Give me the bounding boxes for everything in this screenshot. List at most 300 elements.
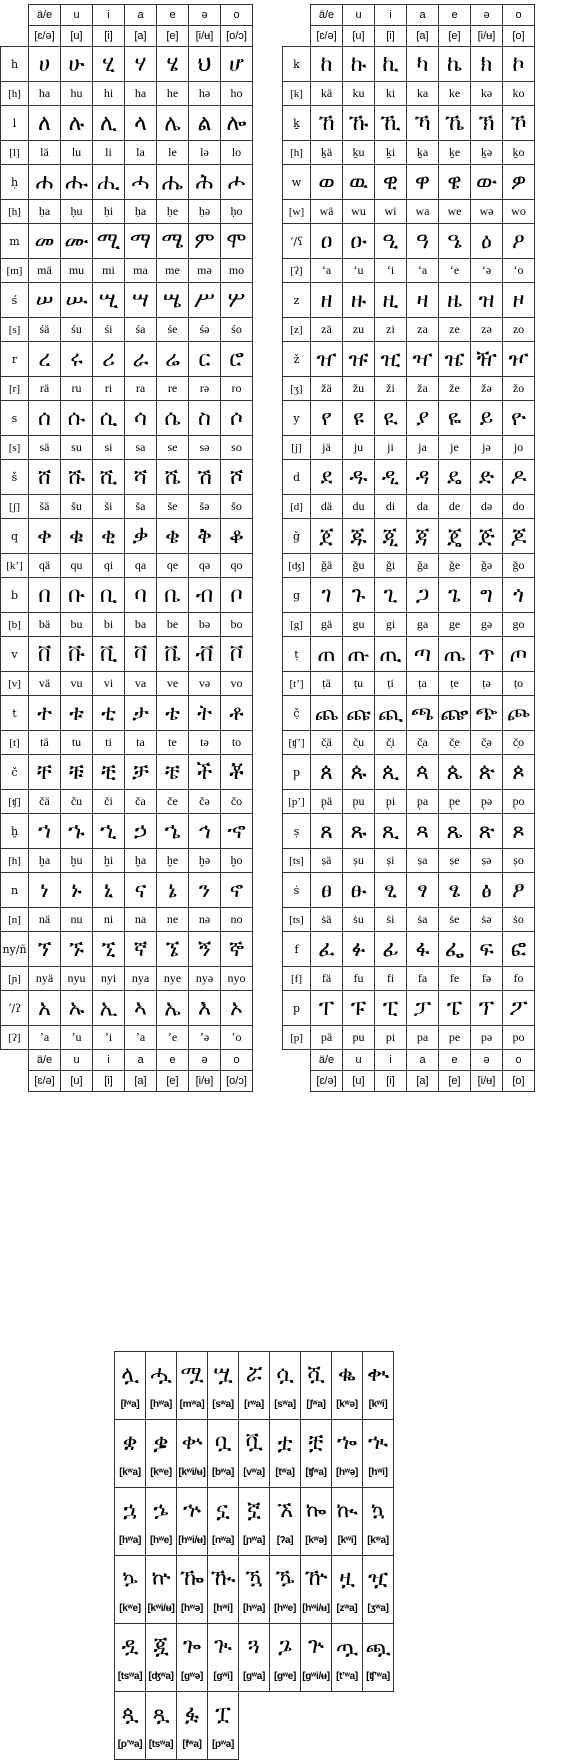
transliteration: ke xyxy=(439,82,471,106)
transliteration: ku xyxy=(343,82,375,106)
transliteration: ʻu xyxy=(343,259,375,283)
transliteration: ṭu xyxy=(343,672,375,696)
consonant-ipa: [ɲ] xyxy=(1,967,29,991)
ethiopic-glyph: ፉ xyxy=(343,932,375,967)
labialized-ipa: [lʷa] xyxy=(120,1399,140,1410)
glyph-row xyxy=(283,637,535,672)
labialized-ipa: [nʷa] xyxy=(211,1535,235,1546)
consonant-ipa: [n] xyxy=(1,908,29,932)
ethiopic-glyph: ሲ xyxy=(93,401,125,436)
consonant-ipa: [k] xyxy=(283,82,311,106)
labialized-cell xyxy=(270,1352,301,1420)
ethiopic-glyph: ሻ xyxy=(125,460,157,495)
corner-cell xyxy=(283,1071,311,1092)
ethiopic-glyph: ሓ xyxy=(125,165,157,200)
consonant-ipa: [ʤ] xyxy=(283,554,311,578)
labialized-ipa: [t’ʷa] xyxy=(336,1671,358,1682)
transliteration: ji xyxy=(375,436,407,460)
ethiopic-glyph: ሚ xyxy=(93,224,125,259)
ethiopic-glyph: ኙ xyxy=(61,932,93,967)
transliteration: me xyxy=(157,259,189,283)
ethiopic-glyph: ጀ xyxy=(311,519,343,554)
transliteration: mə xyxy=(189,259,221,283)
vowel-ipa: [u] xyxy=(343,1071,375,1092)
glyph-row xyxy=(283,460,535,495)
ethiopic-glyph: መ xyxy=(29,224,61,259)
vowel-ipa: [i] xyxy=(93,26,125,47)
ethiopic-glyph: ጴ xyxy=(439,755,471,790)
transliteration: wi xyxy=(375,200,407,224)
transliteration: qo xyxy=(221,554,253,578)
vowel-label: a xyxy=(125,1050,157,1071)
consonant-letter: l xyxy=(1,106,29,141)
ethiopic-glyph: ዅ xyxy=(304,1566,328,1591)
consonant-letter: d xyxy=(283,460,311,495)
transliteration: šə xyxy=(189,495,221,519)
ethiopic-glyph: ኖ xyxy=(221,873,253,908)
ethiopic-glyph: አ xyxy=(29,991,61,1026)
labialized-cell xyxy=(301,1352,332,1420)
transliteration: že xyxy=(439,377,471,401)
ethiopic-glyph: ደ xyxy=(311,460,343,495)
transliteration: pa xyxy=(407,1026,439,1050)
transliteration: zə xyxy=(471,318,503,342)
labialized-cell xyxy=(146,1556,177,1624)
ethiopic-glyph: ሶ xyxy=(221,401,253,436)
labialized-ipa: [kʷi] xyxy=(368,1399,388,1410)
transliteration: mu xyxy=(61,259,93,283)
ethiopic-glyph: ዡ xyxy=(343,342,375,377)
consonant-letter: ṣ xyxy=(283,814,311,849)
labialized-cell xyxy=(239,1420,270,1488)
glyph-row xyxy=(283,106,535,141)
ethiopic-glyph: ሂ xyxy=(93,47,125,82)
ethiopic-glyph: ኝ xyxy=(189,932,221,967)
consonant-letter: b xyxy=(1,578,29,613)
vowel-label: i xyxy=(375,5,407,26)
consonant-ipa: [s] xyxy=(1,436,29,460)
transliteration: śe xyxy=(157,318,189,342)
transliteration: ṣe xyxy=(439,849,471,873)
ethiopic-glyph: ዛ xyxy=(407,283,439,318)
labialized-ipa: [gʷi] xyxy=(213,1671,233,1682)
ethiopic-glyph: ማ xyxy=(125,224,157,259)
transliteration: zä xyxy=(311,318,343,342)
transliteration-row xyxy=(283,141,535,165)
consonant-ipa: [ʃ] xyxy=(1,495,29,519)
labialized-cell xyxy=(332,1488,363,1556)
ethiopic-glyph: ዲ xyxy=(375,460,407,495)
ethiopic-glyph: ዴ xyxy=(439,460,471,495)
ethiopic-glyph: ጮ xyxy=(503,696,535,731)
labialized-ipa: [hʷa] xyxy=(118,1535,142,1546)
vowel-ipa: [a] xyxy=(407,1071,439,1092)
transliteration: da xyxy=(407,495,439,519)
transliteration: ʼo xyxy=(221,1026,253,1050)
ethiopic-glyph: ኍ xyxy=(182,1498,202,1523)
vowel-ipa: [e] xyxy=(439,1071,471,1092)
consonant-letter: s xyxy=(1,401,29,436)
ethiopic-glyph: ስ xyxy=(189,401,221,436)
transliteration: ǧu xyxy=(343,554,375,578)
ethiopic-glyph: ሌ xyxy=(157,106,189,141)
transliteration: hi xyxy=(93,82,125,106)
transliteration: ša xyxy=(125,495,157,519)
transliteration-row xyxy=(283,790,535,814)
transliteration: ʻi xyxy=(375,259,407,283)
ethiopic-glyph: ሿ xyxy=(307,1362,325,1387)
ethiopic-glyph: ጠ xyxy=(311,637,343,672)
transliteration: ro xyxy=(221,377,253,401)
ethiopic-glyph: ፋ xyxy=(407,932,439,967)
labialized-cell xyxy=(115,1352,146,1420)
ethiopic-glyph: ኽ xyxy=(471,106,503,141)
transliteration: ḫa xyxy=(125,849,157,873)
transliteration: ṣi xyxy=(375,849,407,873)
transliteration-row xyxy=(283,200,535,224)
left-vowel-header-bottom xyxy=(1,1050,253,1071)
ethiopic-glyph: ዠ xyxy=(311,342,343,377)
transliteration: ni xyxy=(93,908,125,932)
consonant-ipa: [h] xyxy=(1,200,29,224)
glyph-row xyxy=(283,401,535,436)
ethiopic-glyph: ፅ xyxy=(471,873,503,908)
ethiopic-glyph: ጐ xyxy=(182,1634,202,1659)
labialized-cell xyxy=(301,1488,332,1556)
transliteration: və xyxy=(189,672,221,696)
ethiopic-glyph: ኮ xyxy=(503,47,535,82)
ethiopic-glyph: ዉ xyxy=(343,165,375,200)
ethiopic-glyph: ጋ xyxy=(407,578,439,613)
transliteration: nyə xyxy=(189,967,221,991)
labialized-cell xyxy=(115,1556,146,1624)
ethiopic-glyph: ዋ xyxy=(407,165,439,200)
transliteration-row xyxy=(283,82,535,106)
ethiopic-glyph: ኩ xyxy=(343,47,375,82)
consonant-letter: ḫ xyxy=(1,814,29,849)
consonant-ipa: [ʔ] xyxy=(283,259,311,283)
transliteration: po xyxy=(503,1026,535,1050)
transliteration: ǧo xyxy=(503,554,535,578)
ethiopic-glyph: ሖ xyxy=(221,165,253,200)
ethiopic-glyph: ኬ xyxy=(439,47,471,82)
transliteration: ze xyxy=(439,318,471,342)
labialized-syllables-table xyxy=(114,1351,394,1760)
ethiopic-glyph: ሟ xyxy=(180,1362,204,1387)
ethiopic-glyph: ኳ xyxy=(370,1498,386,1523)
ethiopic-glyph: ሏ xyxy=(121,1362,139,1387)
labialized-ipa: [p’ʷa] xyxy=(117,1739,143,1750)
ethiopic-glyph: ሜ xyxy=(157,224,189,259)
transliteration: ve xyxy=(157,672,189,696)
transliteration: ḥə xyxy=(189,200,221,224)
transliteration: ṡi xyxy=(375,908,407,932)
transliteration: vu xyxy=(61,672,93,696)
transliteration: do xyxy=(503,495,535,519)
transliteration: śo xyxy=(221,318,253,342)
transliteration: vi xyxy=(93,672,125,696)
transliteration-row xyxy=(283,849,535,873)
ethiopic-glyph: ል xyxy=(189,106,221,141)
transliteration: śä xyxy=(29,318,61,342)
labialized-ipa: [hʷa] xyxy=(149,1399,173,1410)
ethiopic-glyph: ቤ xyxy=(157,578,189,613)
ethiopic-glyph: ቋ xyxy=(122,1430,138,1455)
transliteration: ṡo xyxy=(503,908,535,932)
ethiopic-glyph: ዳ xyxy=(407,460,439,495)
ethiopic-glyph: ፄ xyxy=(439,873,471,908)
transliteration: ʼi xyxy=(93,1026,125,1050)
ethiopic-glyph: ዙ xyxy=(343,283,375,318)
transliteration: čä xyxy=(29,790,61,814)
transliteration: qu xyxy=(61,554,93,578)
transliteration: bo xyxy=(221,613,253,637)
ethiopic-glyph: ጊ xyxy=(375,578,407,613)
labialized-cell xyxy=(270,1556,301,1624)
transliteration: ja xyxy=(407,436,439,460)
ethiopic-glyph: ጺ xyxy=(375,814,407,849)
consonant-letter: g xyxy=(283,578,311,613)
ethiopic-glyph: ላ xyxy=(125,106,157,141)
right-vowel-header-top xyxy=(283,5,535,26)
glyph-row xyxy=(1,460,253,495)
ethiopic-glyph: እ xyxy=(189,991,221,1026)
ethiopic-glyph: ዜ xyxy=(439,283,471,318)
ethiopic-glyph: ሀ xyxy=(29,47,61,82)
transliteration: ha xyxy=(125,82,157,106)
ethiopic-glyph: ቪ xyxy=(93,637,125,672)
ethiopic-glyph: ቢ xyxy=(93,578,125,613)
vowel-label: a xyxy=(125,5,157,26)
ethiopic-glyph: ዖ xyxy=(503,224,535,259)
ethiopic-glyph: ዮ xyxy=(503,401,535,436)
labialized-cell xyxy=(332,1420,363,1488)
transliteration: ṡä xyxy=(311,908,343,932)
ethiopic-glyph: ሔ xyxy=(157,165,189,200)
labialized-ipa: [mʷa] xyxy=(179,1399,205,1410)
ethiopic-glyph: ጥ xyxy=(471,637,503,672)
glyph-row xyxy=(1,519,253,554)
consonant-letter: h xyxy=(1,47,29,82)
ethiopic-glyph: ሠ xyxy=(29,283,61,318)
transliteration-row xyxy=(1,318,253,342)
transliteration: bu xyxy=(61,613,93,637)
glyph-row xyxy=(283,755,535,790)
consonant-letter: f xyxy=(283,932,311,967)
vowel-label: a xyxy=(407,5,439,26)
transliteration: nyu xyxy=(61,967,93,991)
transliteration: pe xyxy=(439,1026,471,1050)
transliteration: ma xyxy=(125,259,157,283)
ethiopic-glyph: ኒ xyxy=(93,873,125,908)
vowel-ipa: [ɛ/ə] xyxy=(29,1071,61,1092)
transliteration: ʻə xyxy=(471,259,503,283)
consonant-letter: ʻ/ʕ xyxy=(283,224,311,259)
ethiopic-glyph: ጒ xyxy=(214,1634,232,1659)
consonant-letter: ḵ xyxy=(283,106,311,141)
labialized-cell xyxy=(177,1488,208,1556)
ethiopic-glyph: ኞ xyxy=(221,932,253,967)
consonant-ipa: [r] xyxy=(1,377,29,401)
corner-cell xyxy=(283,1050,311,1071)
transliteration: be xyxy=(157,613,189,637)
corner-cell xyxy=(283,26,311,47)
vowel-label: ä/e xyxy=(311,1050,343,1071)
ethiopic-glyph: ሊ xyxy=(93,106,125,141)
ethiopic-glyph: ቸ xyxy=(29,755,61,790)
ethiopic-glyph: ጸ xyxy=(311,814,343,849)
transliteration: ža xyxy=(407,377,439,401)
ethiopic-glyph: ጤ xyxy=(439,637,471,672)
transliteration: fa xyxy=(407,967,439,991)
ethiopic-glyph: ሗ xyxy=(150,1362,172,1387)
transliteration-row xyxy=(283,672,535,696)
labialized-ipa: [kʷi/ʉ] xyxy=(178,1467,206,1478)
labialized-cell xyxy=(115,1420,146,1488)
glyph-row xyxy=(283,47,535,82)
transliteration: ṭe xyxy=(439,672,471,696)
ethiopic-glyph: ኈ xyxy=(336,1430,358,1455)
consonant-letter: v xyxy=(1,637,29,672)
transliteration: nu xyxy=(61,908,93,932)
transliteration: tə xyxy=(189,731,221,755)
glyph-row xyxy=(283,991,535,1026)
ethiopic-glyph: ኣ xyxy=(125,991,157,1026)
transliteration: ṡe xyxy=(439,908,471,932)
transliteration-row xyxy=(283,495,535,519)
consonant-letter: q xyxy=(1,519,29,554)
ethiopic-glyph: ኂ xyxy=(93,814,125,849)
ethiopic-glyph: ው xyxy=(471,165,503,200)
ethiopic-glyph: ሎ xyxy=(221,106,253,141)
vowel-ipa: [i] xyxy=(375,26,407,47)
ethiopic-glyph: ዩ xyxy=(343,401,375,436)
transliteration: pi xyxy=(375,1026,407,1050)
transliteration: du xyxy=(343,495,375,519)
left-vowel-ipa-header-top xyxy=(1,26,253,47)
vowel-label: i xyxy=(93,1050,125,1071)
transliteration: fə xyxy=(471,967,503,991)
ethiopic-glyph: ዧ xyxy=(367,1566,389,1591)
ethiopic-glyph: ሢ xyxy=(93,283,125,318)
transliteration: gə xyxy=(471,613,503,637)
labialized-cell xyxy=(177,1556,208,1624)
labialized-ipa: [ʔa] xyxy=(276,1535,294,1546)
transliteration: žə xyxy=(471,377,503,401)
glyph-row xyxy=(1,224,253,259)
transliteration: čə xyxy=(189,790,221,814)
transliteration-row xyxy=(283,731,535,755)
transliteration: p̣e xyxy=(439,790,471,814)
ethiopic-glyph: ጌ xyxy=(439,578,471,613)
transliteration-row xyxy=(1,82,253,106)
transliteration: vo xyxy=(221,672,253,696)
ethiopic-glyph: ዀ xyxy=(179,1566,205,1591)
transliteration: ṣa xyxy=(407,849,439,873)
labialized-ipa: [kʷə] xyxy=(305,1535,327,1546)
transliteration: ʼə xyxy=(189,1026,221,1050)
ethiopic-glyph: ጡ xyxy=(343,637,375,672)
vowel-ipa: [e] xyxy=(157,1071,189,1092)
ethiopic-glyph: ኟ xyxy=(247,1498,261,1523)
transliteration: lə xyxy=(189,141,221,165)
transliteration: p̣u xyxy=(343,790,375,814)
vowel-ipa: [i/ʉ] xyxy=(189,1071,221,1092)
transliteration: rə xyxy=(189,377,221,401)
transliteration: jä xyxy=(311,436,343,460)
ethiopic-glyph: ኢ xyxy=(93,991,125,1026)
labialized-row xyxy=(115,1556,394,1624)
transliteration: fu xyxy=(343,967,375,991)
transliteration: pä xyxy=(311,1026,343,1050)
transliteration: ṡə xyxy=(471,908,503,932)
transliteration: vä xyxy=(29,672,61,696)
transliteration: si xyxy=(93,436,125,460)
ethiopic-glyph: ጼ xyxy=(439,814,471,849)
labialized-ipa: [gʷi/ʉ] xyxy=(302,1671,330,1682)
transliteration: śu xyxy=(61,318,93,342)
transliteration: ko xyxy=(503,82,535,106)
vowel-label: i xyxy=(93,5,125,26)
transliteration: p̣ä xyxy=(311,790,343,814)
transliteration: čo xyxy=(221,790,253,814)
labialized-row xyxy=(115,1352,394,1420)
labialized-cell xyxy=(146,1352,177,1420)
labialized-cell xyxy=(239,1624,270,1692)
transliteration: ḫi xyxy=(93,849,125,873)
ethiopic-glyph: ጆ xyxy=(503,519,535,554)
ethiopic-glyph: ጲ xyxy=(375,755,407,790)
transliteration: gä xyxy=(311,613,343,637)
ethiopic-glyph: ወ xyxy=(311,165,343,200)
ethiopic-glyph: የ xyxy=(311,401,343,436)
ethiopic-glyph: ዔ xyxy=(439,224,471,259)
labialized-ipa: [kʷa] xyxy=(119,1467,141,1478)
labialized-cell xyxy=(332,1624,363,1692)
labialized-cell xyxy=(363,1488,394,1556)
vowel-ipa: [i/ʉ] xyxy=(471,26,503,47)
transliteration: kə xyxy=(471,82,503,106)
consonant-letter: š xyxy=(1,460,29,495)
ethiopic-glyph: ጿ xyxy=(152,1702,170,1727)
transliteration: lo xyxy=(221,141,253,165)
ethiopic-glyph: ኵ xyxy=(151,1566,171,1591)
transliteration: ra xyxy=(125,377,157,401)
ethiopic-glyph: ህ xyxy=(189,47,221,82)
transliteration-row xyxy=(1,731,253,755)
ethiopic-glyph: ቄ xyxy=(157,519,189,554)
vowel-ipa: [e] xyxy=(157,26,189,47)
glyph-row xyxy=(1,991,253,1026)
transliteration: ṣo xyxy=(503,849,535,873)
ethiopic-glyph: ቻ xyxy=(125,755,157,790)
transliteration: śə xyxy=(189,318,221,342)
labialized-cell xyxy=(239,1556,270,1624)
transliteration-row xyxy=(283,1026,535,1050)
labialized-ipa: [sʷa] xyxy=(274,1399,296,1410)
ethiopic-glyph: ዄ xyxy=(275,1566,295,1591)
glyph-row xyxy=(283,519,535,554)
transliteration: ḵu xyxy=(343,141,375,165)
vowel-ipa: [a] xyxy=(407,26,439,47)
labialized-ipa: [hʷi/ʉ] xyxy=(178,1535,206,1546)
labialized-cell xyxy=(146,1692,177,1760)
glyph-row xyxy=(283,814,535,849)
ethiopic-glyph: ም xyxy=(189,224,221,259)
ethiopic-glyph: ጨ xyxy=(311,696,343,731)
ethiopic-glyph: ኅ xyxy=(189,814,221,849)
glyph-row xyxy=(283,342,535,377)
